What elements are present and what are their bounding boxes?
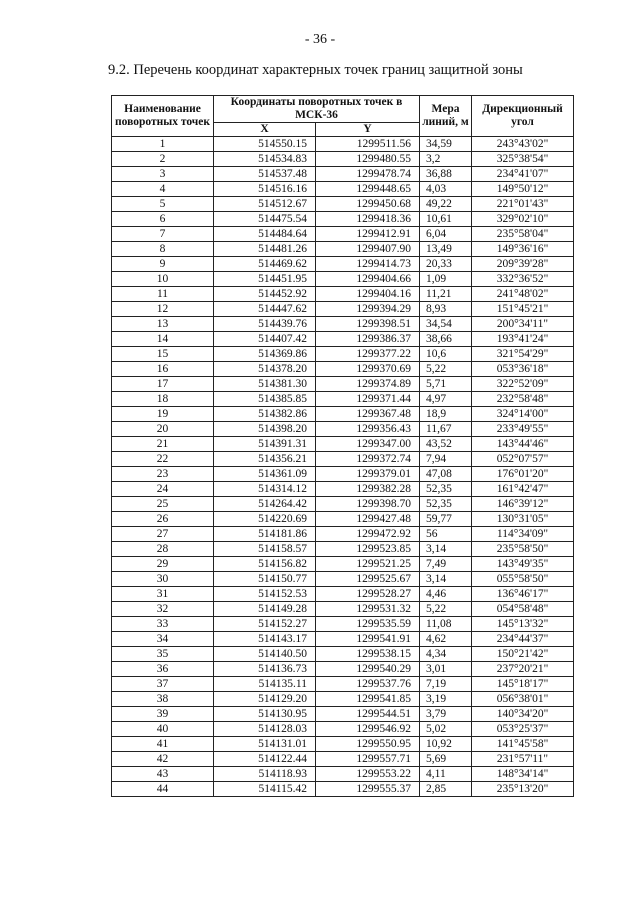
cell-y: 1299541.85 xyxy=(316,692,420,707)
cell-point-number: 26 xyxy=(112,512,214,527)
cell-x: 514452.92 xyxy=(214,287,316,302)
cell-y: 1299555.37 xyxy=(316,782,420,797)
table-row xyxy=(112,677,574,692)
cell-x: 514152.27 xyxy=(214,617,316,632)
cell-line-length: 3,79 xyxy=(420,707,472,722)
cell-point-number: 25 xyxy=(112,497,214,512)
cell-line-length: 38,66 xyxy=(420,332,472,347)
cell-line-length: 49,22 xyxy=(420,197,472,212)
cell-x: 514314.12 xyxy=(214,482,316,497)
cell-point-number: 29 xyxy=(112,557,214,572)
cell-x: 514115.42 xyxy=(214,782,316,797)
cell-x: 514136.73 xyxy=(214,662,316,677)
cell-line-length: 3,19 xyxy=(420,692,472,707)
table-row xyxy=(112,692,574,707)
cell-x: 514391.31 xyxy=(214,437,316,452)
cell-line-length: 56 xyxy=(420,527,472,542)
cell-point-number: 34 xyxy=(112,632,214,647)
table-row xyxy=(112,512,574,527)
cell-line-length: 7,49 xyxy=(420,557,472,572)
cell-y: 1299478.74 xyxy=(316,167,420,182)
cell-x: 514407.42 xyxy=(214,332,316,347)
cell-y: 1299521.25 xyxy=(316,557,420,572)
cell-point-number: 1 xyxy=(112,137,214,152)
table-row xyxy=(112,332,574,347)
table-row xyxy=(112,557,574,572)
cell-point-number: 37 xyxy=(112,677,214,692)
cell-x: 514140.50 xyxy=(214,647,316,662)
cell-point-number: 15 xyxy=(112,347,214,362)
cell-direction-angle: 193°41'24" xyxy=(472,332,574,347)
cell-line-length: 59,77 xyxy=(420,512,472,527)
cell-x: 514356.21 xyxy=(214,452,316,467)
cell-line-length: 3,14 xyxy=(420,572,472,587)
table-row xyxy=(112,287,574,302)
cell-line-length: 4,11 xyxy=(420,767,472,782)
cell-y: 1299523.85 xyxy=(316,542,420,557)
cell-y: 1299371.44 xyxy=(316,392,420,407)
header-line-length: Мера линий, м xyxy=(420,96,472,137)
table-row xyxy=(112,632,574,647)
cell-direction-angle: 233°49'55" xyxy=(472,422,574,437)
cell-y: 1299372.74 xyxy=(316,452,420,467)
cell-direction-angle: 237°20'21" xyxy=(472,662,574,677)
cell-y: 1299450.68 xyxy=(316,197,420,212)
table-row xyxy=(112,482,574,497)
cell-x: 514264.42 xyxy=(214,497,316,512)
cell-line-length: 34,59 xyxy=(420,137,472,152)
cell-point-number: 5 xyxy=(112,197,214,212)
cell-line-length: 5,22 xyxy=(420,602,472,617)
cell-direction-angle: 130°31'05" xyxy=(472,512,574,527)
table-row xyxy=(112,182,574,197)
table-row xyxy=(112,167,574,182)
table-row xyxy=(112,347,574,362)
cell-y: 1299538.15 xyxy=(316,647,420,662)
cell-line-length: 10,61 xyxy=(420,212,472,227)
cell-point-number: 28 xyxy=(112,542,214,557)
table-row xyxy=(112,362,574,377)
cell-x: 514381.30 xyxy=(214,377,316,392)
cell-x: 514537.48 xyxy=(214,167,316,182)
cell-y: 1299535.59 xyxy=(316,617,420,632)
cell-point-number: 9 xyxy=(112,257,214,272)
cell-line-length: 52,35 xyxy=(420,497,472,512)
cell-direction-angle: 325°38'54" xyxy=(472,152,574,167)
cell-x: 514181.86 xyxy=(214,527,316,542)
cell-direction-angle: 136°46'17" xyxy=(472,587,574,602)
cell-y: 1299528.27 xyxy=(316,587,420,602)
cell-x: 514118.93 xyxy=(214,767,316,782)
cell-direction-angle: 150°21'42" xyxy=(472,647,574,662)
cell-point-number: 41 xyxy=(112,737,214,752)
cell-y: 1299398.70 xyxy=(316,497,420,512)
header-y: Y xyxy=(316,123,420,137)
cell-point-number: 2 xyxy=(112,152,214,167)
cell-y: 1299531.32 xyxy=(316,602,420,617)
cell-direction-angle: 176°01'20" xyxy=(472,467,574,482)
cell-line-length: 34,54 xyxy=(420,317,472,332)
cell-point-number: 36 xyxy=(112,662,214,677)
table-row xyxy=(112,272,574,287)
cell-x: 514129.20 xyxy=(214,692,316,707)
cell-y: 1299418.36 xyxy=(316,212,420,227)
cell-line-length: 7,94 xyxy=(420,452,472,467)
cell-point-number: 8 xyxy=(112,242,214,257)
cell-direction-angle: 141°45'58" xyxy=(472,737,574,752)
cell-line-length: 4,62 xyxy=(420,632,472,647)
cell-y: 1299427.48 xyxy=(316,512,420,527)
cell-x: 514122.44 xyxy=(214,752,316,767)
page-number: - 36 - xyxy=(304,32,336,47)
table-row xyxy=(112,617,574,632)
table-row xyxy=(112,257,574,272)
cell-direction-angle: 234°41'07" xyxy=(472,167,574,182)
table-row xyxy=(112,572,574,587)
table-row xyxy=(112,587,574,602)
table-body xyxy=(112,137,574,797)
cell-x: 514131.01 xyxy=(214,737,316,752)
cell-y: 1299404.66 xyxy=(316,272,420,287)
cell-x: 514158.57 xyxy=(214,542,316,557)
table-row xyxy=(112,782,574,797)
cell-y: 1299511.56 xyxy=(316,137,420,152)
cell-direction-angle: 329°02'10" xyxy=(472,212,574,227)
cell-direction-angle: 241°48'02" xyxy=(472,287,574,302)
table-row xyxy=(112,497,574,512)
section-title: 9.2. Перечень координат характерных точек границ защитной зоны xyxy=(108,62,523,78)
table-row xyxy=(112,212,574,227)
cell-point-number: 32 xyxy=(112,602,214,617)
cell-x: 514378.20 xyxy=(214,362,316,377)
cell-direction-angle: 243°43'02" xyxy=(472,137,574,152)
table-row xyxy=(112,377,574,392)
cell-y: 1299448.65 xyxy=(316,182,420,197)
cell-direction-angle: 053°36'18" xyxy=(472,362,574,377)
table-row xyxy=(112,467,574,482)
cell-direction-angle: 332°36'52" xyxy=(472,272,574,287)
cell-line-length: 4,03 xyxy=(420,182,472,197)
cell-x: 514150.77 xyxy=(214,572,316,587)
cell-point-number: 17 xyxy=(112,377,214,392)
cell-line-length: 13,49 xyxy=(420,242,472,257)
cell-x: 514481.26 xyxy=(214,242,316,257)
table-row xyxy=(112,767,574,782)
cell-line-length: 3,14 xyxy=(420,542,472,557)
cell-direction-angle: 234°44'37" xyxy=(472,632,574,647)
cell-point-number: 40 xyxy=(112,722,214,737)
cell-line-length: 1,09 xyxy=(420,272,472,287)
cell-point-number: 42 xyxy=(112,752,214,767)
cell-line-length: 11,67 xyxy=(420,422,472,437)
cell-point-number: 43 xyxy=(112,767,214,782)
cell-point-number: 14 xyxy=(112,332,214,347)
cell-point-number: 24 xyxy=(112,482,214,497)
cell-direction-angle: 143°49'35" xyxy=(472,557,574,572)
cell-y: 1299480.55 xyxy=(316,152,420,167)
cell-x: 514447.62 xyxy=(214,302,316,317)
cell-direction-angle: 114°34'09" xyxy=(472,527,574,542)
cell-x: 514475.54 xyxy=(214,212,316,227)
cell-y: 1299414.73 xyxy=(316,257,420,272)
cell-line-length: 5,22 xyxy=(420,362,472,377)
cell-point-number: 23 xyxy=(112,467,214,482)
cell-x: 514534.83 xyxy=(214,152,316,167)
cell-direction-angle: 161°42'47" xyxy=(472,482,574,497)
cell-direction-angle: 324°14'00" xyxy=(472,407,574,422)
cell-direction-angle: 231°57'11" xyxy=(472,752,574,767)
cell-x: 514469.62 xyxy=(214,257,316,272)
cell-direction-angle: 232°58'48" xyxy=(472,392,574,407)
cell-y: 1299525.67 xyxy=(316,572,420,587)
cell-line-length: 52,35 xyxy=(420,482,472,497)
cell-point-number: 39 xyxy=(112,707,214,722)
table-row xyxy=(112,737,574,752)
cell-x: 514385.85 xyxy=(214,392,316,407)
cell-line-length: 5,69 xyxy=(420,752,472,767)
cell-y: 1299550.95 xyxy=(316,737,420,752)
header-coordinates: Координаты поворотных точек в МСК-36 xyxy=(214,96,420,123)
table-row xyxy=(112,662,574,677)
cell-x: 514130.95 xyxy=(214,707,316,722)
cell-line-length: 7,19 xyxy=(420,677,472,692)
cell-line-length: 5,71 xyxy=(420,377,472,392)
cell-y: 1299553.22 xyxy=(316,767,420,782)
cell-point-number: 12 xyxy=(112,302,214,317)
cell-y: 1299394.29 xyxy=(316,302,420,317)
cell-y: 1299540.29 xyxy=(316,662,420,677)
cell-x: 514439.76 xyxy=(214,317,316,332)
cell-x: 514156.82 xyxy=(214,557,316,572)
cell-point-number: 11 xyxy=(112,287,214,302)
cell-y: 1299541.91 xyxy=(316,632,420,647)
cell-x: 514382.86 xyxy=(214,407,316,422)
cell-line-length: 11,08 xyxy=(420,617,472,632)
cell-direction-angle: 149°50'12" xyxy=(472,182,574,197)
cell-line-length: 8,93 xyxy=(420,302,472,317)
cell-x: 514149.28 xyxy=(214,602,316,617)
cell-point-number: 22 xyxy=(112,452,214,467)
cell-point-number: 10 xyxy=(112,272,214,287)
cell-line-length: 20,33 xyxy=(420,257,472,272)
cell-y: 1299544.51 xyxy=(316,707,420,722)
cell-point-number: 13 xyxy=(112,317,214,332)
table-row xyxy=(112,602,574,617)
cell-x: 514135.11 xyxy=(214,677,316,692)
cell-y: 1299374.89 xyxy=(316,377,420,392)
cell-direction-angle: 209°39'28" xyxy=(472,257,574,272)
cell-point-number: 27 xyxy=(112,527,214,542)
cell-x: 514398.20 xyxy=(214,422,316,437)
cell-y: 1299412.91 xyxy=(316,227,420,242)
cell-line-length: 4,46 xyxy=(420,587,472,602)
cell-direction-angle: 321°54'29" xyxy=(472,347,574,362)
cell-y: 1299398.51 xyxy=(316,317,420,332)
cell-point-number: 35 xyxy=(112,647,214,662)
cell-direction-angle: 235°13'20" xyxy=(472,782,574,797)
cell-line-length: 3,2 xyxy=(420,152,472,167)
table-row xyxy=(112,647,574,662)
table-row xyxy=(112,437,574,452)
table-row xyxy=(112,752,574,767)
cell-x: 514550.15 xyxy=(214,137,316,152)
cell-point-number: 6 xyxy=(112,212,214,227)
cell-line-length: 4,97 xyxy=(420,392,472,407)
cell-x: 514152.53 xyxy=(214,587,316,602)
table-row xyxy=(112,722,574,737)
cell-line-length: 4,34 xyxy=(420,647,472,662)
cell-direction-angle: 235°58'50" xyxy=(472,542,574,557)
table-row xyxy=(112,302,574,317)
cell-x: 514220.69 xyxy=(214,512,316,527)
cell-y: 1299377.22 xyxy=(316,347,420,362)
cell-y: 1299379.01 xyxy=(316,467,420,482)
cell-y: 1299407.90 xyxy=(316,242,420,257)
cell-line-length: 5,02 xyxy=(420,722,472,737)
cell-point-number: 21 xyxy=(112,437,214,452)
cell-direction-angle: 055°58'50" xyxy=(472,572,574,587)
cell-point-number: 20 xyxy=(112,422,214,437)
table-row xyxy=(112,392,574,407)
cell-x: 514128.03 xyxy=(214,722,316,737)
cell-x: 514361.09 xyxy=(214,467,316,482)
header-point-name: Наименование поворотных точек xyxy=(112,96,214,137)
cell-direction-angle: 200°34'11" xyxy=(472,317,574,332)
coordinates-table xyxy=(111,95,574,797)
cell-point-number: 18 xyxy=(112,392,214,407)
cell-direction-angle: 145°18'17" xyxy=(472,677,574,692)
cell-y: 1299404.16 xyxy=(316,287,420,302)
cell-line-length: 36,88 xyxy=(420,167,472,182)
cell-y: 1299382.28 xyxy=(316,482,420,497)
cell-direction-angle: 143°44'46" xyxy=(472,437,574,452)
cell-point-number: 44 xyxy=(112,782,214,797)
table-row xyxy=(112,527,574,542)
table-row xyxy=(112,152,574,167)
cell-point-number: 3 xyxy=(112,167,214,182)
cell-line-length: 3,01 xyxy=(420,662,472,677)
cell-point-number: 30 xyxy=(112,572,214,587)
cell-direction-angle: 322°52'09" xyxy=(472,377,574,392)
cell-x: 514516.16 xyxy=(214,182,316,197)
cell-y: 1299356.43 xyxy=(316,422,420,437)
cell-y: 1299347.00 xyxy=(316,437,420,452)
cell-direction-angle: 052°07'57" xyxy=(472,452,574,467)
cell-direction-angle: 054°58'48" xyxy=(472,602,574,617)
table-row xyxy=(112,707,574,722)
table-row xyxy=(112,407,574,422)
cell-y: 1299472.92 xyxy=(316,527,420,542)
header-direction-angle: Дирекционный угол xyxy=(472,96,574,137)
cell-point-number: 4 xyxy=(112,182,214,197)
table-row xyxy=(112,542,574,557)
cell-x: 514369.86 xyxy=(214,347,316,362)
cell-direction-angle: 235°58'04" xyxy=(472,227,574,242)
cell-direction-angle: 056°38'01" xyxy=(472,692,574,707)
cell-direction-angle: 151°45'21" xyxy=(472,302,574,317)
cell-direction-angle: 221°01'43" xyxy=(472,197,574,212)
table-row xyxy=(112,227,574,242)
cell-y: 1299537.76 xyxy=(316,677,420,692)
cell-point-number: 7 xyxy=(112,227,214,242)
cell-y: 1299367.48 xyxy=(316,407,420,422)
cell-direction-angle: 053°25'37" xyxy=(472,722,574,737)
cell-line-length: 10,6 xyxy=(420,347,472,362)
table-row xyxy=(112,197,574,212)
cell-point-number: 31 xyxy=(112,587,214,602)
table-row xyxy=(112,422,574,437)
cell-direction-angle: 146°39'12" xyxy=(472,497,574,512)
cell-y: 1299370.69 xyxy=(316,362,420,377)
cell-line-length: 43,52 xyxy=(420,437,472,452)
cell-y: 1299557.71 xyxy=(316,752,420,767)
table-row xyxy=(112,317,574,332)
cell-point-number: 38 xyxy=(112,692,214,707)
cell-direction-angle: 145°13'32" xyxy=(472,617,574,632)
cell-point-number: 33 xyxy=(112,617,214,632)
cell-point-number: 16 xyxy=(112,362,214,377)
cell-x: 514451.95 xyxy=(214,272,316,287)
cell-x: 514143.17 xyxy=(214,632,316,647)
cell-y: 1299546.92 xyxy=(316,722,420,737)
cell-line-length: 2,85 xyxy=(420,782,472,797)
cell-direction-angle: 140°34'20" xyxy=(472,707,574,722)
cell-x: 514484.64 xyxy=(214,227,316,242)
cell-line-length: 11,21 xyxy=(420,287,472,302)
cell-line-length: 10,92 xyxy=(420,737,472,752)
header-x: X xyxy=(214,123,316,137)
cell-direction-angle: 149°36'16" xyxy=(472,242,574,257)
cell-line-length: 47,08 xyxy=(420,467,472,482)
table-row xyxy=(112,137,574,152)
cell-line-length: 6,04 xyxy=(420,227,472,242)
cell-point-number: 19 xyxy=(112,407,214,422)
table-row xyxy=(112,452,574,467)
table-row xyxy=(112,242,574,257)
cell-line-length: 18,9 xyxy=(420,407,472,422)
cell-x: 514512.67 xyxy=(214,197,316,212)
cell-y: 1299386.37 xyxy=(316,332,420,347)
cell-direction-angle: 148°34'14" xyxy=(472,767,574,782)
